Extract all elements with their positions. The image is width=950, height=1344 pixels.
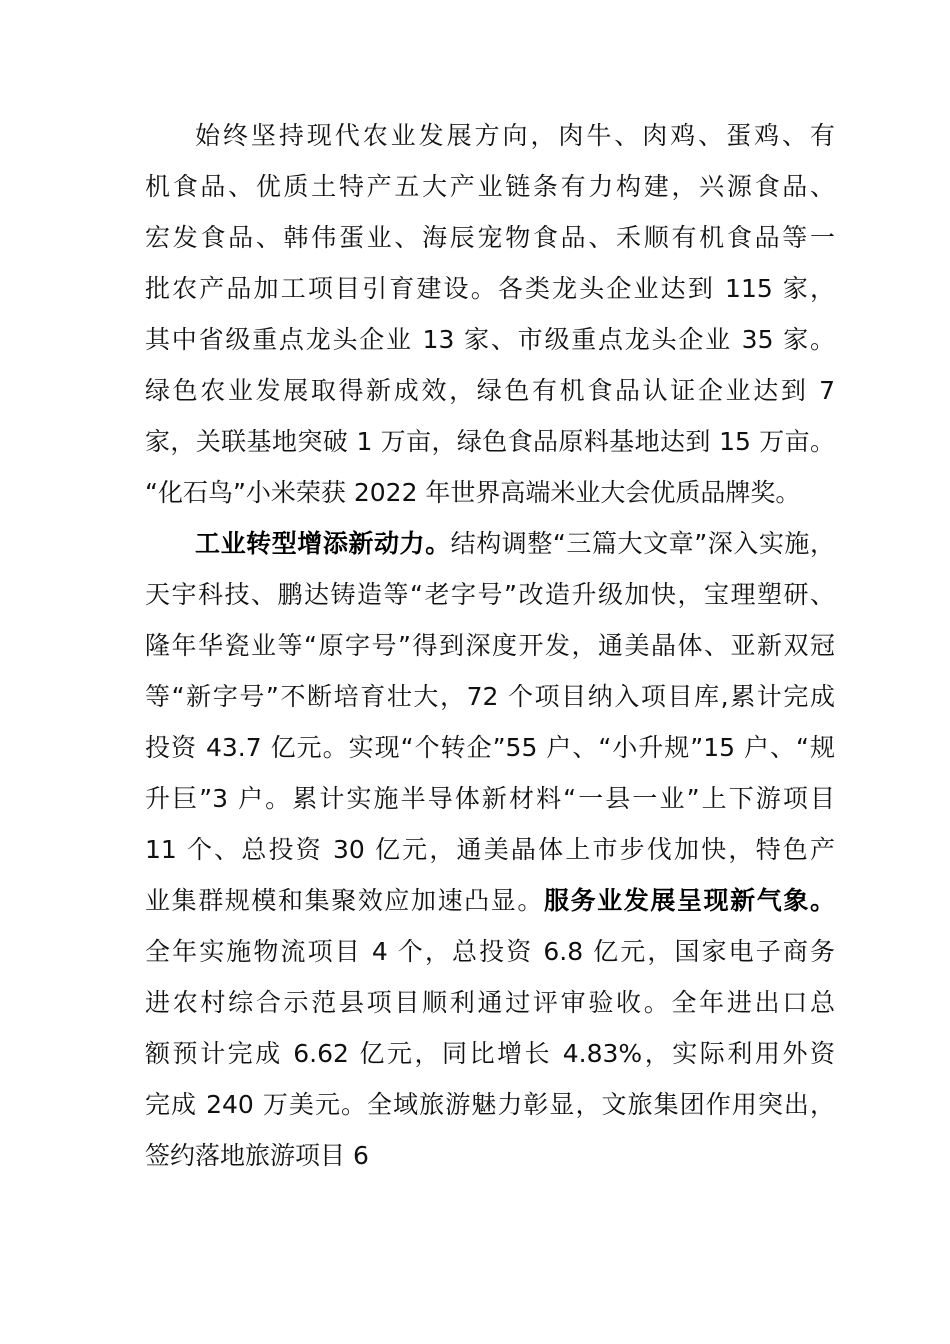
document-body (145, 110, 835, 1181)
section-heading-services: 服务业发展呈现新气象。 (543, 886, 835, 915)
text-line (145, 875, 835, 926)
line-text: 始终坚持现代农业发展方向，肉牛、肉鸡、蛋鸡、有 (195, 121, 835, 150)
text-line (145, 773, 835, 824)
text-line (145, 263, 835, 314)
line-text: 投资 43.7 亿元。实现“个转企”55 户、“小升规”15 户、“规 (145, 733, 835, 762)
text-line (145, 518, 835, 569)
text-line (145, 1028, 835, 1079)
line-text: 机食品、优质土特产五大产业链条有力构建，兴源食品、 (145, 172, 835, 201)
text-line (145, 110, 835, 161)
text-line (145, 1130, 835, 1181)
line-text: 家，关联基地突破 1 万亩，绿色食品原料基地达到 15 万亩。 (145, 427, 835, 456)
section-heading-industry: 工业转型增添新动力。 (195, 529, 451, 558)
line-text: 绿色农业发展取得新成效，绿色有机食品认证企业达到 7 (145, 376, 835, 405)
text-line (145, 365, 835, 416)
text-line (145, 161, 835, 212)
line-text: 结构调整“三篇大文章”深入实施， (450, 529, 835, 558)
line-text: 11 个、总投资 30 亿元，通美晶体上市步伐加快，特色产 (145, 835, 835, 864)
line-text: 等“新字号”不断培育壮大，72 个项目纳入项目库,累计完成 (145, 682, 835, 711)
text-line (145, 1079, 835, 1130)
text-line (145, 620, 835, 671)
text-line (145, 671, 835, 722)
text-line (145, 824, 835, 875)
line-text: 批农产品加工项目引育建设。各类龙头企业达到 115 家， (145, 274, 835, 303)
line-text: “化石鸟”小米荣获 2022 年世界高端米业大会优质品牌奖。 (145, 478, 801, 507)
line-text: 隆年华瓷业等“原字号”得到深度开发，通美晶体、亚新双冠 (145, 631, 835, 660)
line-text: 额预计完成 6.62 亿元，同比增长 4.83%，实际利用外资 (145, 1039, 835, 1068)
text-line (145, 314, 835, 365)
text-line (145, 416, 835, 467)
text-line (145, 569, 835, 620)
line-text: 升巨”3 户。累计实施半导体新材料“一县一业”上下游项目 (145, 784, 835, 813)
line-text: 完成 240 万美元。全域旅游魅力彰显，文旅集团作用突出， (145, 1090, 835, 1119)
line-text: 全年实施物流项目 4 个，总投资 6.8 亿元，国家电子商务 (145, 937, 835, 966)
text-line (145, 926, 835, 977)
line-text: 业集群规模和集聚效应加速凸显。 (145, 886, 544, 915)
line-text: 签约落地旅游项目 6 (145, 1141, 369, 1170)
line-text: 进农村综合示范县项目顺利通过评审验收。全年进出口总 (145, 988, 835, 1017)
line-text: 宏发食品、韩伟蛋业、海辰宠物食品、禾顺有机食品等一 (145, 223, 835, 252)
line-text: 天宇科技、鹏达铸造等“老字号”改造升级加快，宝理塑研、 (145, 580, 835, 609)
text-line (145, 977, 835, 1028)
text-line (145, 467, 835, 518)
text-line (145, 722, 835, 773)
line-text: 其中省级重点龙头企业 13 家、市级重点龙头企业 35 家。 (145, 325, 835, 354)
text-line (145, 212, 835, 263)
